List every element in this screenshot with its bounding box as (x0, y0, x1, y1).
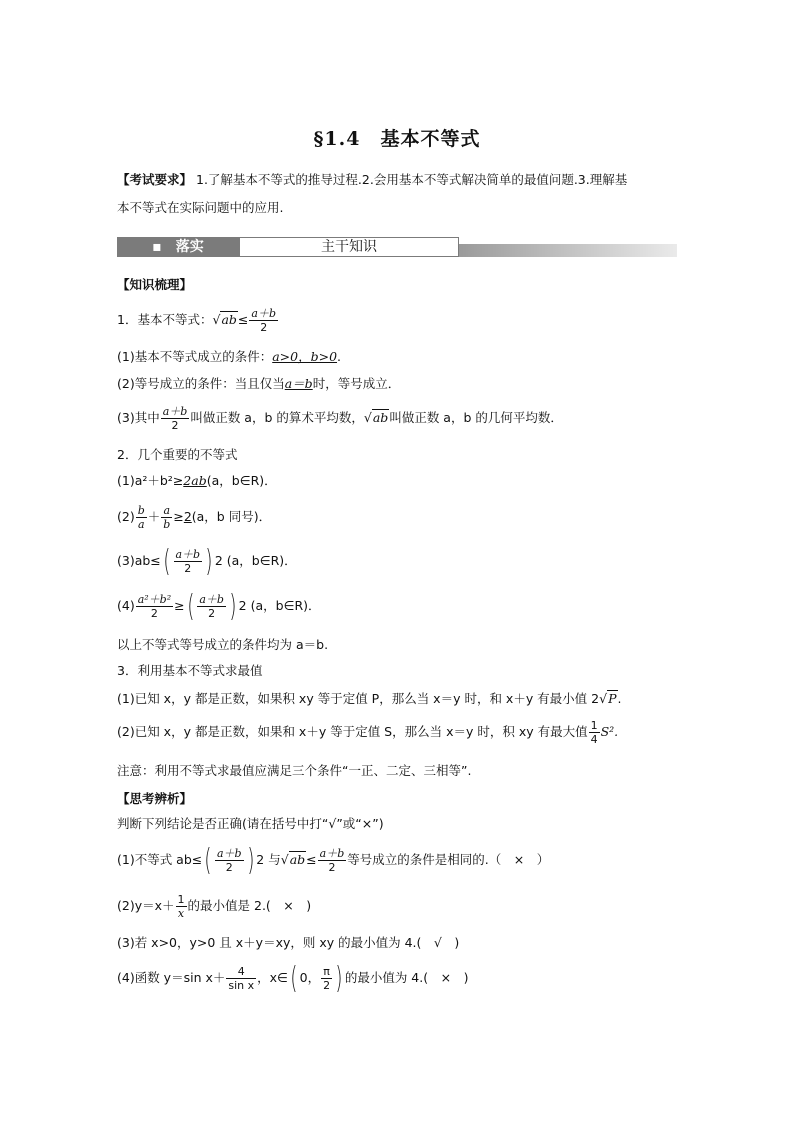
s1-3-end: 叫做正数 a，b 的几何平均数． (389, 410, 563, 425)
le-sign: ≤ (306, 852, 317, 867)
section-banner (117, 237, 677, 257)
fraction-arith-mean: $\frac{a+b}{2}$ (162, 405, 188, 432)
left-paren: ( (204, 842, 212, 878)
right-paren: ) (229, 588, 237, 624)
banner-right-label: 主干知识 (321, 239, 377, 255)
fraction-a-plus-b-over-2: $\frac{a+b}{2}$ (216, 847, 242, 874)
q1-end: 等号成立的条件是相同的.（ × ） (347, 852, 550, 867)
s2-4-end: 2 (a，b∈R)． (238, 598, 321, 613)
q4-line (117, 962, 468, 994)
s3-label: 3．利用基本不等式求最值 (117, 663, 263, 678)
fraction-a-over-b: $\frac{a}{b}$ (163, 504, 171, 531)
s1-1-line (117, 348, 341, 366)
s2-3-line (117, 545, 297, 577)
s1-3-middle: 叫做正数 a，b 的算术平均数， (190, 410, 364, 425)
s2-note: 以上不等式等号成立的条件均为 a＝b. (117, 637, 329, 652)
s3-2-line (117, 718, 618, 746)
s2-4-prefix: (4) (117, 598, 135, 613)
page-title: §1.4 基本不等式 (313, 128, 481, 150)
right-paren: ) (335, 960, 343, 996)
banner-left-label: ▪ 落实 (152, 239, 204, 255)
s1-1-end: . (337, 349, 342, 364)
s2-3-end: 2 (a，b∈R)． (214, 553, 297, 568)
s3-1-end: . (617, 691, 622, 706)
s2-2-prefix: (2) (117, 509, 135, 524)
s1-3-line (117, 404, 563, 432)
s2-1-line (117, 472, 277, 490)
q3-line: (3)若 x>0，y>0 且 x＋y＝xy，则 xy 的最小值为 4.( √ ) (117, 935, 460, 950)
fraction-pi-over-2: $\frac{\pi}{2}$ (323, 965, 331, 992)
q2-end: 的最小值是 2.( × ) (187, 898, 312, 913)
sqrt-ab: √ab (212, 312, 237, 327)
right-paren: ) (246, 842, 254, 878)
fraction-a-plus-b-over-2: $\frac{a+b}{2}$ (175, 548, 201, 575)
q1-prefix: (1)不等式 ab≤ (117, 852, 203, 867)
s1-3-prefix: (3)其中 (117, 410, 160, 425)
sqrt-p: √P (599, 691, 617, 706)
s3-2-end: S². (600, 724, 619, 739)
s1-1-prefix: (1)基本不等式成立的条件： (117, 349, 273, 364)
sqrt-ab: √ab (280, 852, 306, 867)
exam-requirement-line-1 (117, 171, 627, 189)
q4-prefix: (4)函数 y＝sin x＋ (117, 970, 226, 985)
banner-gradient-bar (459, 244, 677, 257)
s3-1-line (117, 690, 622, 708)
le-sign: ≤ (237, 312, 249, 327)
thinking-intro: 判断下列结论是否正确(请在括号中打“√”或“×”) (117, 816, 384, 831)
ge-sign: ≥ (174, 598, 185, 613)
thinking-tag: 【思考辨析】 (117, 791, 193, 806)
s2-2-line (117, 503, 271, 531)
s2-3-prefix: (3)ab≤ (117, 553, 161, 568)
exam-requirement-line-2: 本不等式在实际问题中的应用. (117, 200, 284, 215)
s1-2-answer: a＝b (284, 376, 313, 391)
s2-1-end: (a，b∈R)． (206, 473, 277, 488)
q2-line (117, 892, 311, 920)
q4-middle: ，x∈ (257, 970, 288, 985)
s1-label: 1．基本不等式： (117, 312, 213, 327)
s2-2-answer: 2 (183, 509, 192, 524)
s1-2-line (117, 375, 400, 393)
fraction-one-quarter: $\frac{1}{4}$ (590, 719, 598, 746)
s2-4-line (117, 590, 321, 622)
s3-1-text: (1)已知 x，y 都是正数，如果积 xy 等于定值 P，那么当 x＝y 时，和 x＋y 有最小值 2 (117, 691, 600, 706)
q4-end: 的最小值为 4.( × ) (344, 970, 469, 985)
exam-requirement-text-1: 1.了解基本不等式的推导过程.2.会用基本不等式解决简单的最值问题.3.理解基 (196, 172, 628, 187)
s2-label: 2．几个重要的不等式 (117, 447, 238, 462)
q1-middle: 2 与 (256, 852, 281, 867)
left-paren: ( (290, 960, 298, 996)
q1-line (117, 844, 549, 876)
fraction-4-over-sinx: $\frac{4}{\text{sin x}}$ (228, 965, 255, 992)
s1-2-prefix: (2)等号成立的条件：当且仅当 (117, 376, 285, 391)
knowledge-tag: 【知识梳理】 (117, 277, 193, 292)
fraction-a-plus-b-over-2: $\frac{a+b}{2}$ (319, 847, 345, 874)
left-paren: ( (186, 588, 194, 624)
s2-1-answer: 2ab (183, 473, 207, 488)
left-paren: ( (163, 543, 171, 579)
fraction-b-over-a: $\frac{b}{a}$ (137, 504, 145, 531)
s2-2-end: (a，b 同号)． (191, 509, 272, 524)
exam-requirement-tag: 【考试要求】 (117, 172, 193, 187)
ge-sign: ≥ (173, 509, 184, 524)
s2-1-prefix: (1)a²＋b²≥ (117, 473, 184, 488)
fraction-one-over-x: $\frac{1}{x}$ (177, 893, 185, 920)
s1-1-answer: a>0，b>0 (272, 349, 338, 364)
fraction-a-plus-b-over-2: $\frac{a+b}{2}$ (199, 593, 224, 620)
plus-sign: ＋ (147, 509, 161, 524)
q2-prefix: (2)y＝x＋ (117, 898, 175, 913)
s1-line (117, 306, 279, 334)
right-paren: ) (205, 543, 213, 579)
s3-2-text: (2)已知 x，y 都是正数，如果和 x＋y 等于定值 S，那么当 x＝y 时，积 xy 有最大值 (117, 724, 588, 739)
s1-2-end: 时，等号成立． (312, 376, 401, 391)
q4-interval-start: 0， (299, 970, 321, 985)
fraction-a-plus-b-over-2: $\frac{a+b}{2}$ (251, 307, 276, 334)
sqrt-ab-geo: √ab (363, 410, 389, 425)
fraction-squares-over-2: $\frac{\text{a²＋b²}}{2}$ (137, 593, 172, 620)
s3-note: 注意：利用不等式求最值应满足三个条件“一正、二定、三相等”. (117, 763, 472, 778)
